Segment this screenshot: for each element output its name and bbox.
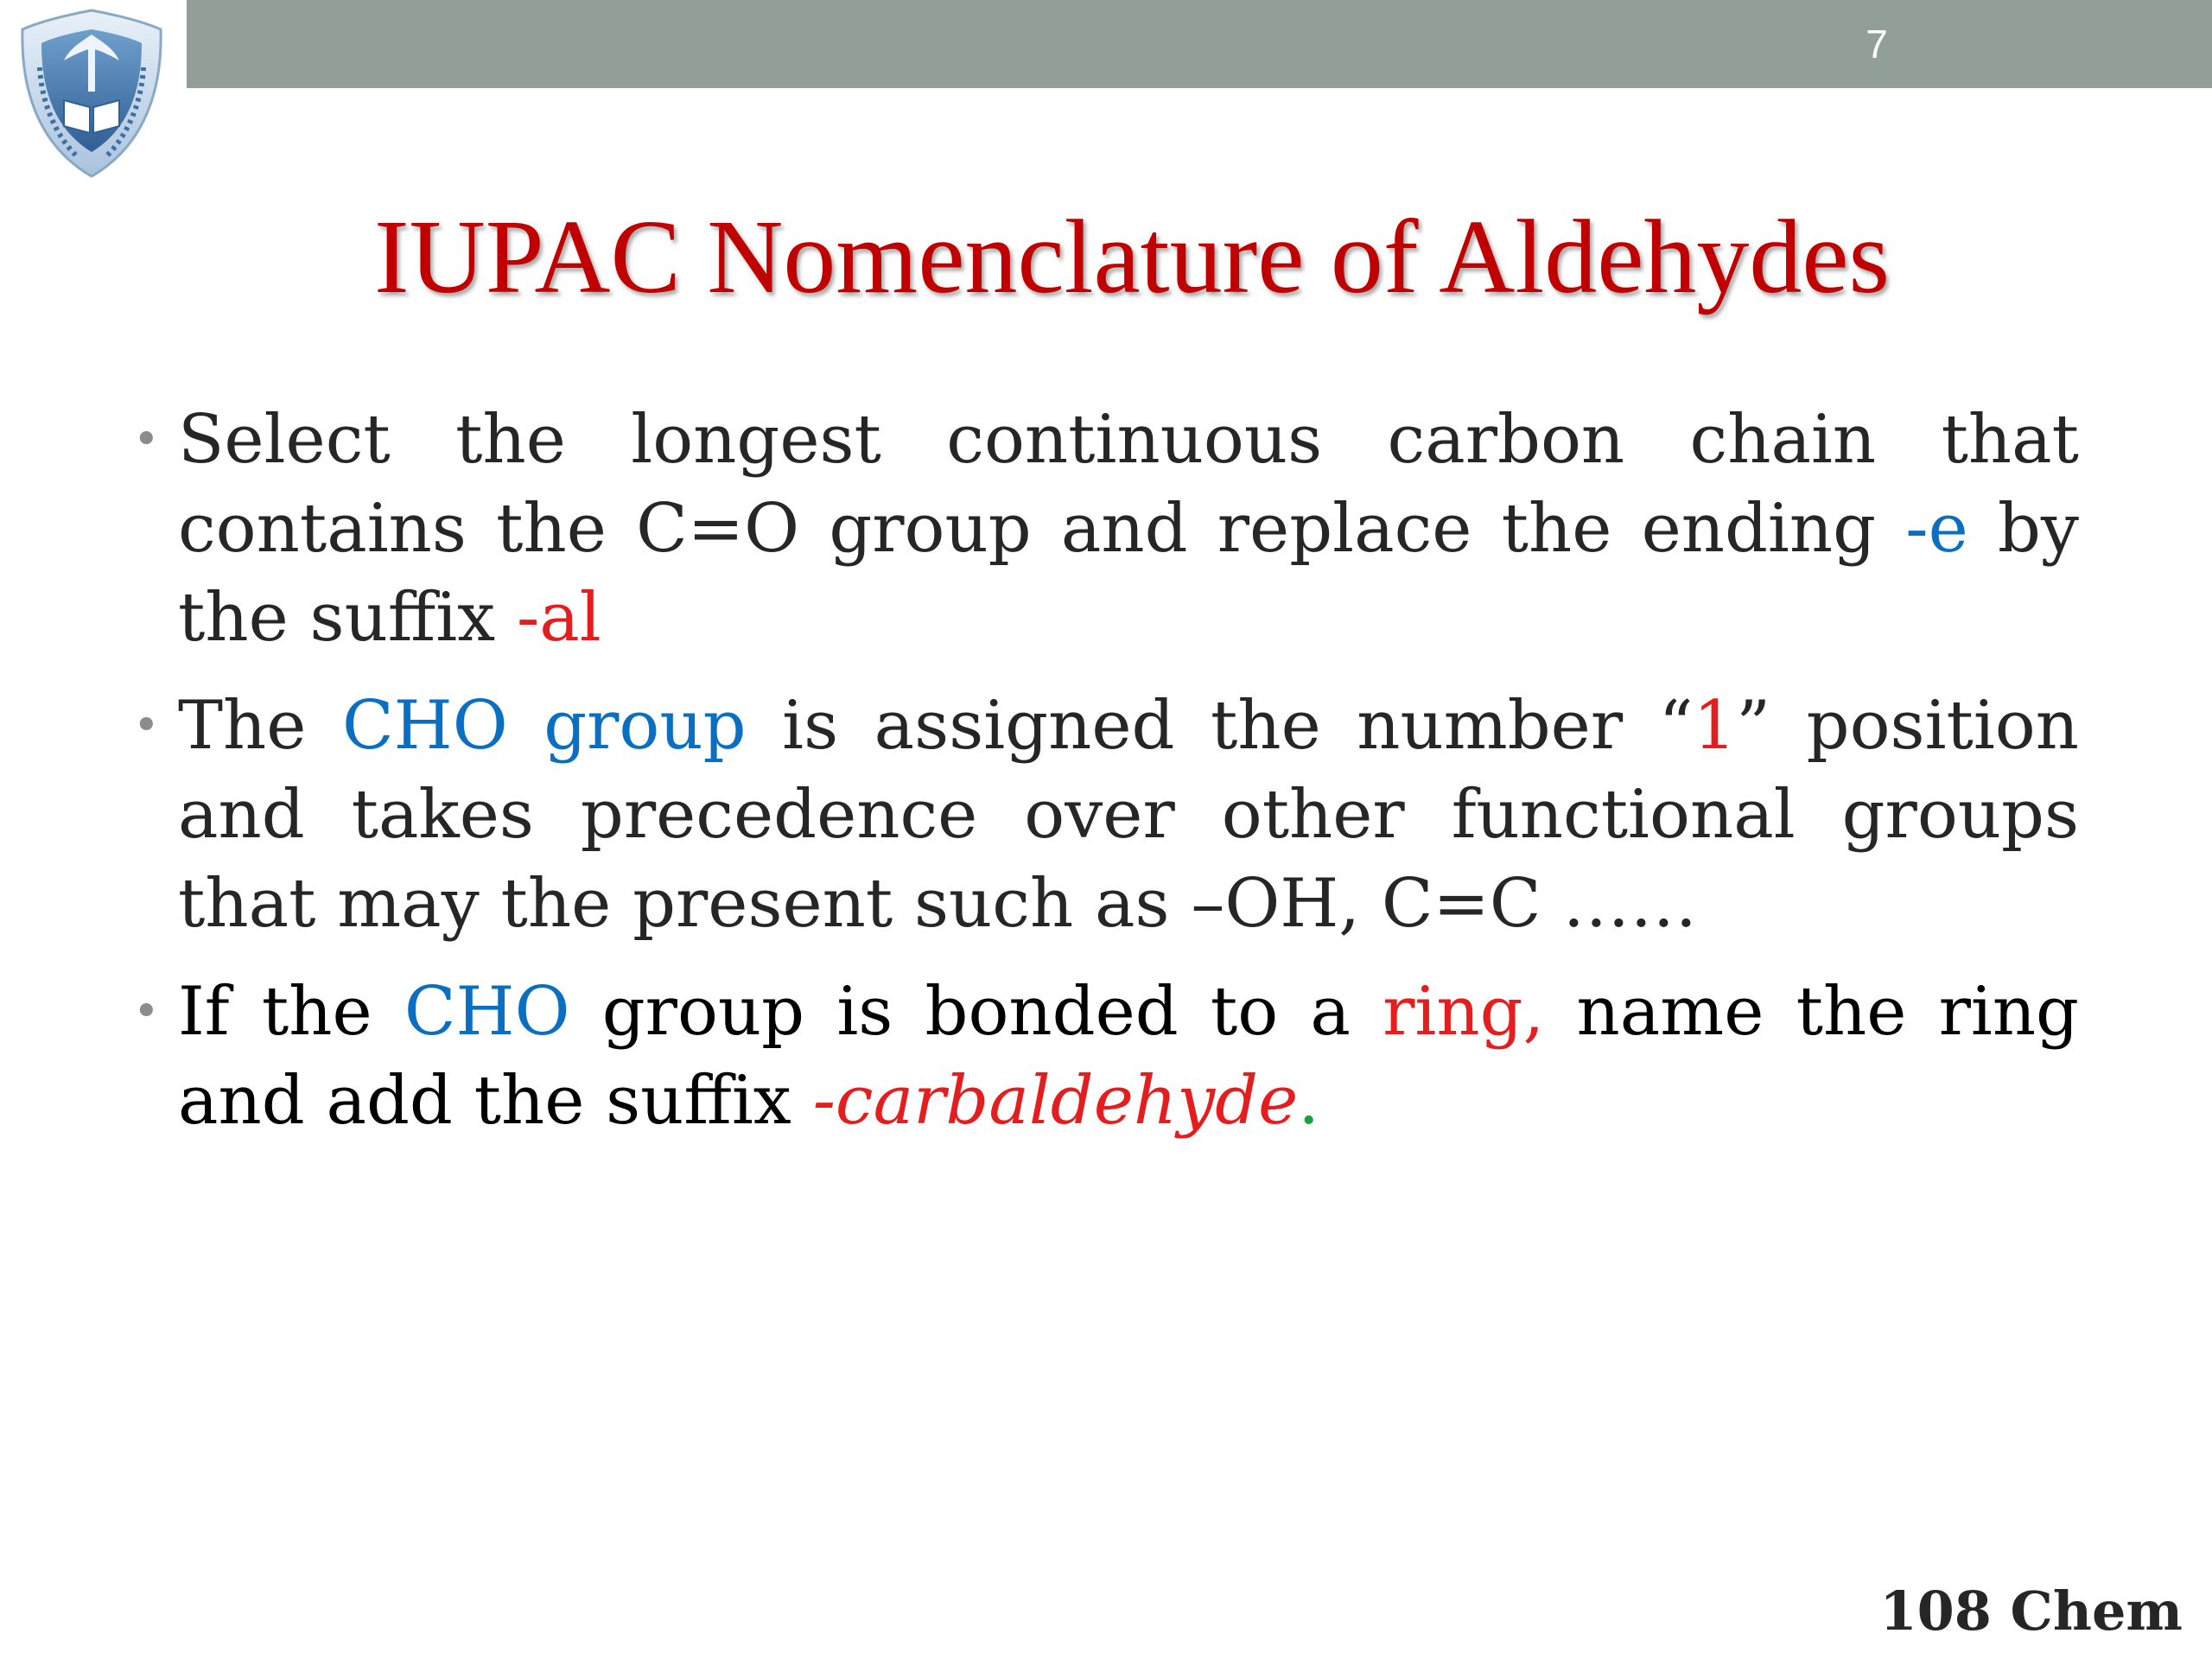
bullet-text: by the suffix <box>178 490 2079 657</box>
bullet-dot: • <box>133 986 160 1038</box>
period-mark: . <box>1298 1062 1320 1140</box>
bullet-text: ” position and takes precedence over other functional groups that may the present such as –OH, C=C …… <box>178 687 2079 943</box>
slide-title: IUPAC Nomenclature of Aldehydes <box>373 199 1891 315</box>
bullet-item <box>130 396 2079 663</box>
course-footer: 108 Chem <box>1879 1580 2183 1643</box>
highlight-carbaldehyde: -carbaldehyde <box>812 1062 1299 1140</box>
bullet-item <box>130 682 2079 949</box>
bullet-item <box>130 968 2079 1146</box>
bullet-list <box>130 396 2079 1165</box>
bullet-dot: • <box>133 700 160 752</box>
bullet-text: group is bonded to a <box>569 973 1383 1051</box>
bullet-text: name the ring and add the suffix <box>178 973 2079 1140</box>
bullet-text: If the <box>178 973 404 1051</box>
university-seal-icon <box>16 7 168 180</box>
header-bar <box>187 0 2212 88</box>
highlight-ring: ring, <box>1382 973 1545 1051</box>
highlight-al-suffix: -al <box>516 579 601 657</box>
slide-number: 7 <box>1866 22 1888 67</box>
highlight-number-one: 1 <box>1693 687 1737 765</box>
bullet-dot: • <box>133 414 160 466</box>
bullet-text: Select the longest continuous carbon chain that contains the C=O group and replace the ending <box>178 401 2079 568</box>
highlight-e-suffix: -e <box>1905 490 1968 568</box>
highlight-cho: CHO <box>404 973 570 1051</box>
highlight-cho-group: CHO group <box>342 687 747 765</box>
bullet-text: The <box>178 687 342 765</box>
bullet-text: is assigned the number “ <box>746 687 1694 765</box>
